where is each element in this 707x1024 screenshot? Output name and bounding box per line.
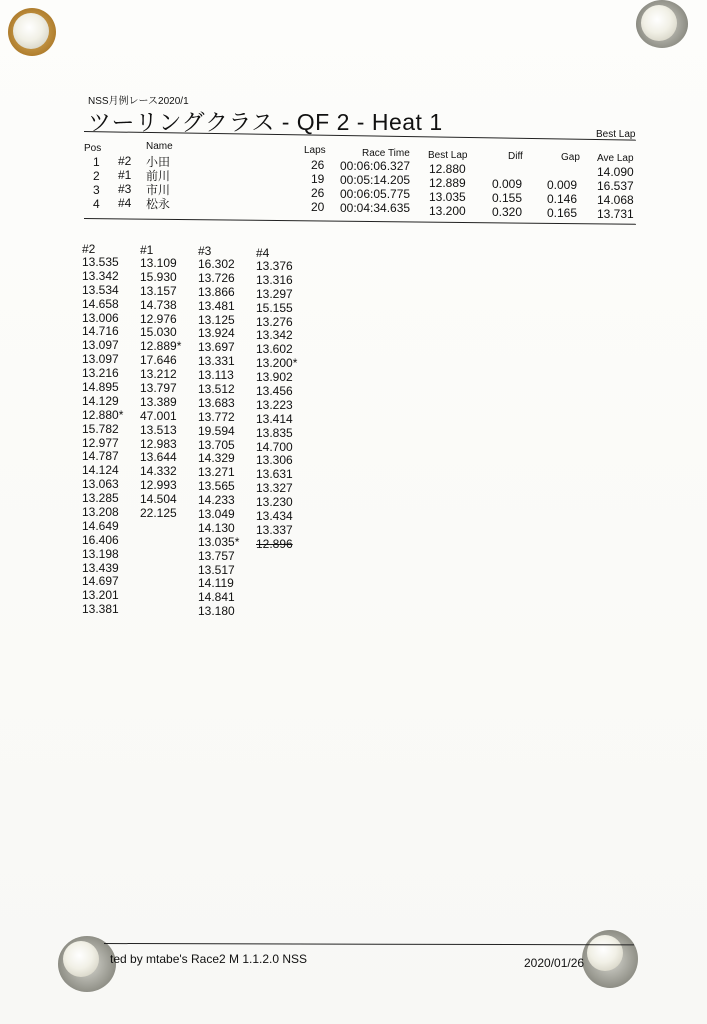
- lap-time: 13.198: [82, 546, 119, 561]
- lap-time: 14.329: [198, 451, 235, 466]
- lap-time: 13.683: [198, 395, 235, 410]
- row-2-diff: 0.009: [492, 177, 523, 191]
- row-2-best-lap: 12.889: [429, 176, 466, 190]
- lap-time: 12.993: [140, 478, 177, 493]
- lap-list-car-3: [198, 258, 239, 619]
- lap-time: 13.201: [82, 588, 119, 603]
- row-4-best-lap: 13.200: [429, 204, 466, 218]
- row-1-laps: 26: [311, 158, 325, 172]
- lap-time: 13.902: [256, 370, 293, 385]
- row-4-name: 松永: [146, 197, 171, 211]
- row-1-name: 小田: [146, 155, 171, 169]
- lap-time: 13.835: [256, 425, 293, 440]
- header-name: Name: [146, 141, 173, 152]
- lap-time: 13.049: [198, 507, 235, 522]
- lap-time: 12.896: [256, 536, 293, 551]
- lap-time: 13.097: [82, 352, 119, 367]
- lap-time: 14.700: [256, 439, 293, 454]
- row-3-ave-lap: 14.068: [597, 193, 634, 207]
- lap-time: 13.434: [256, 509, 293, 524]
- lap-time: 13.481: [198, 298, 235, 313]
- row-3-diff: 0.155: [492, 191, 523, 205]
- header-gap: Gap: [561, 152, 580, 163]
- lap-time: 13.534: [82, 282, 119, 297]
- lap-time: 13.381: [82, 602, 119, 617]
- row-2-name: 前川: [146, 169, 171, 183]
- row-4-gap: 0.165: [547, 206, 578, 220]
- lap-time: 13.414: [256, 411, 293, 426]
- lap-time: 14.738: [140, 297, 177, 312]
- lap-time: 15.155: [256, 300, 293, 315]
- lap-time: 13.866: [198, 284, 235, 299]
- row-2-gap: 0.009: [547, 178, 578, 192]
- row-4-diff: 0.320: [492, 205, 523, 219]
- lap-time: 17.646: [140, 353, 177, 368]
- lap-list-car-2: [82, 256, 123, 617]
- lap-time: 14.895: [82, 380, 119, 395]
- event-subtitle: NSS月例レース2020/1: [88, 96, 189, 107]
- lap-column-header: #1: [140, 243, 154, 257]
- magnet-bottom-left: [58, 936, 116, 992]
- lap-time: 13.097: [82, 338, 119, 353]
- lap-time: 13.285: [82, 491, 119, 506]
- lap-time: 13.757: [198, 548, 235, 563]
- magnet-top-right: [636, 0, 688, 48]
- lap-time: 13.180: [198, 604, 235, 619]
- lap-time: 13.063: [82, 477, 119, 492]
- lap-time: 16.406: [82, 532, 119, 547]
- row-2-car: #1: [118, 168, 132, 182]
- lap-time: 13.230: [256, 495, 293, 510]
- lap-time: 14.716: [82, 324, 119, 339]
- page-title: ツーリングクラス - QF 2 - Heat 1: [88, 109, 443, 135]
- lap-time: 12.977: [82, 435, 119, 450]
- lap-time: 19.594: [198, 423, 235, 438]
- lap-time: 14.787: [82, 449, 119, 464]
- lap-time: 13.565: [198, 479, 235, 494]
- lap-time: 13.276: [256, 314, 293, 329]
- magnet-bottom-right: [582, 930, 638, 988]
- lap-time: 14.332: [140, 464, 177, 479]
- row-3-laps: 26: [311, 186, 325, 200]
- row-3-gap: 0.146: [547, 192, 578, 206]
- lap-time: 13.631: [256, 467, 293, 482]
- lap-time: 13.316: [256, 272, 293, 287]
- lap-time: 14.124: [82, 463, 119, 478]
- lap-time: 13.208: [82, 505, 119, 520]
- lap-time: 14.119: [198, 576, 234, 591]
- row-4-laps: 20: [311, 200, 325, 214]
- lap-time: 13.216: [82, 366, 119, 381]
- lap-list-car-1: [140, 257, 181, 521]
- header-laps: Laps: [304, 145, 326, 156]
- best-lap-header: Best Lap: [596, 129, 636, 140]
- lap-time: 15.030: [140, 325, 177, 340]
- lap-column-header: #2: [82, 242, 96, 256]
- lap-time: 15.930: [140, 269, 177, 284]
- lap-time: 12.880*: [82, 407, 124, 422]
- lap-time: 13.342: [82, 268, 119, 283]
- lap-time: 13.456: [256, 384, 293, 399]
- lap-time: 13.924: [198, 326, 235, 341]
- row-3-pos: 3: [93, 183, 100, 197]
- lap-time: 13.697: [198, 340, 235, 355]
- lap-column-header: #3: [198, 244, 212, 258]
- lap-time: 13.109: [140, 256, 177, 270]
- lap-time: 13.342: [256, 328, 293, 343]
- row-2-pos: 2: [93, 169, 100, 183]
- lap-time: 12.976: [140, 311, 177, 326]
- lap-time: 14.649: [82, 518, 119, 533]
- lap-time: 16.302: [198, 257, 235, 271]
- lap-time: 13.125: [198, 312, 235, 327]
- lap-time: 13.212: [140, 367, 177, 382]
- row-4-car: #4: [118, 196, 132, 210]
- lap-time: 13.331: [198, 354, 235, 369]
- lap-time: 13.512: [198, 382, 235, 397]
- lap-time: 12.889*: [140, 339, 182, 354]
- lap-time: 47.001: [140, 408, 177, 423]
- lap-time: 13.306: [256, 453, 293, 468]
- lap-time: 12.983: [140, 436, 177, 451]
- header-ave-lap: Ave Lap: [597, 153, 634, 164]
- lap-time: 15.782: [82, 421, 119, 436]
- lap-time: 13.035*: [198, 534, 240, 549]
- lap-time: 22.125: [140, 506, 177, 521]
- lap-time: 13.705: [198, 437, 235, 452]
- lap-time: 13.439: [82, 560, 119, 575]
- row-4-ave-lap: 13.731: [597, 207, 634, 221]
- row-2-laps: 19: [311, 172, 325, 186]
- lap-time: 13.271: [198, 465, 235, 480]
- row-4-pos: 4: [93, 197, 100, 211]
- row-2-race-time: 00:05:14.205: [340, 173, 411, 187]
- row-4-race-time: 00:04:34.635: [340, 201, 411, 215]
- lap-time: 13.535: [82, 255, 119, 269]
- lap-time: 13.327: [256, 481, 293, 496]
- lap-time: 13.297: [256, 286, 293, 301]
- lap-time: 14.504: [140, 492, 177, 507]
- lap-time: 14.130: [198, 520, 235, 535]
- row-3-car: #3: [118, 182, 132, 196]
- lap-time: 14.697: [82, 574, 119, 589]
- lap-time: 13.389: [140, 394, 177, 409]
- lap-time: 13.726: [198, 270, 235, 285]
- lap-time: 13.513: [140, 422, 177, 437]
- row-1-ave-lap: 14.090: [597, 165, 634, 179]
- lap-time: 14.129: [82, 393, 119, 408]
- header-pos: Pos: [84, 143, 102, 154]
- lap-time: 13.200*: [256, 356, 298, 371]
- lap-time: 13.602: [256, 342, 293, 357]
- row-2-ave-lap: 16.537: [597, 179, 634, 193]
- lap-list-car-4: [256, 260, 297, 552]
- footer-date: 2020/01/26: [524, 956, 585, 970]
- row-3-race-time: 00:06:05.775: [340, 187, 411, 201]
- row-3-best-lap: 13.035: [429, 190, 466, 204]
- row-1-pos: 1: [93, 155, 100, 169]
- header-race-time: Race Time: [362, 148, 410, 159]
- lap-time: 13.517: [198, 562, 235, 577]
- row-1-best-lap: 12.880: [429, 162, 466, 176]
- row-1-race-time: 00:06:06.327: [340, 159, 411, 173]
- lap-time: 13.006: [82, 310, 119, 325]
- magnet-top-left: [8, 8, 56, 56]
- lap-time: 13.157: [140, 283, 177, 298]
- header-diff: Diff: [508, 151, 523, 162]
- lap-time: 13.772: [198, 409, 235, 424]
- lap-time: 13.797: [140, 381, 177, 396]
- lap-time: 14.841: [198, 590, 235, 605]
- lap-time: 13.223: [256, 397, 293, 412]
- footer-printed-by: ted by mtabe's Race2 M 1.1.2.0 NSS: [110, 952, 308, 966]
- row-3-name: 市川: [146, 183, 171, 197]
- lap-time: 13.337: [256, 522, 293, 537]
- lap-time: 14.658: [82, 296, 119, 311]
- lap-time: 14.233: [198, 493, 235, 508]
- header-best-lap: Best Lap: [428, 150, 468, 161]
- lap-time: 13.644: [140, 450, 177, 465]
- lap-time: 13.113: [198, 368, 234, 383]
- lap-time: 13.376: [256, 259, 293, 273]
- lap-column-header: #4: [256, 246, 270, 260]
- row-1-car: #2: [118, 154, 132, 168]
